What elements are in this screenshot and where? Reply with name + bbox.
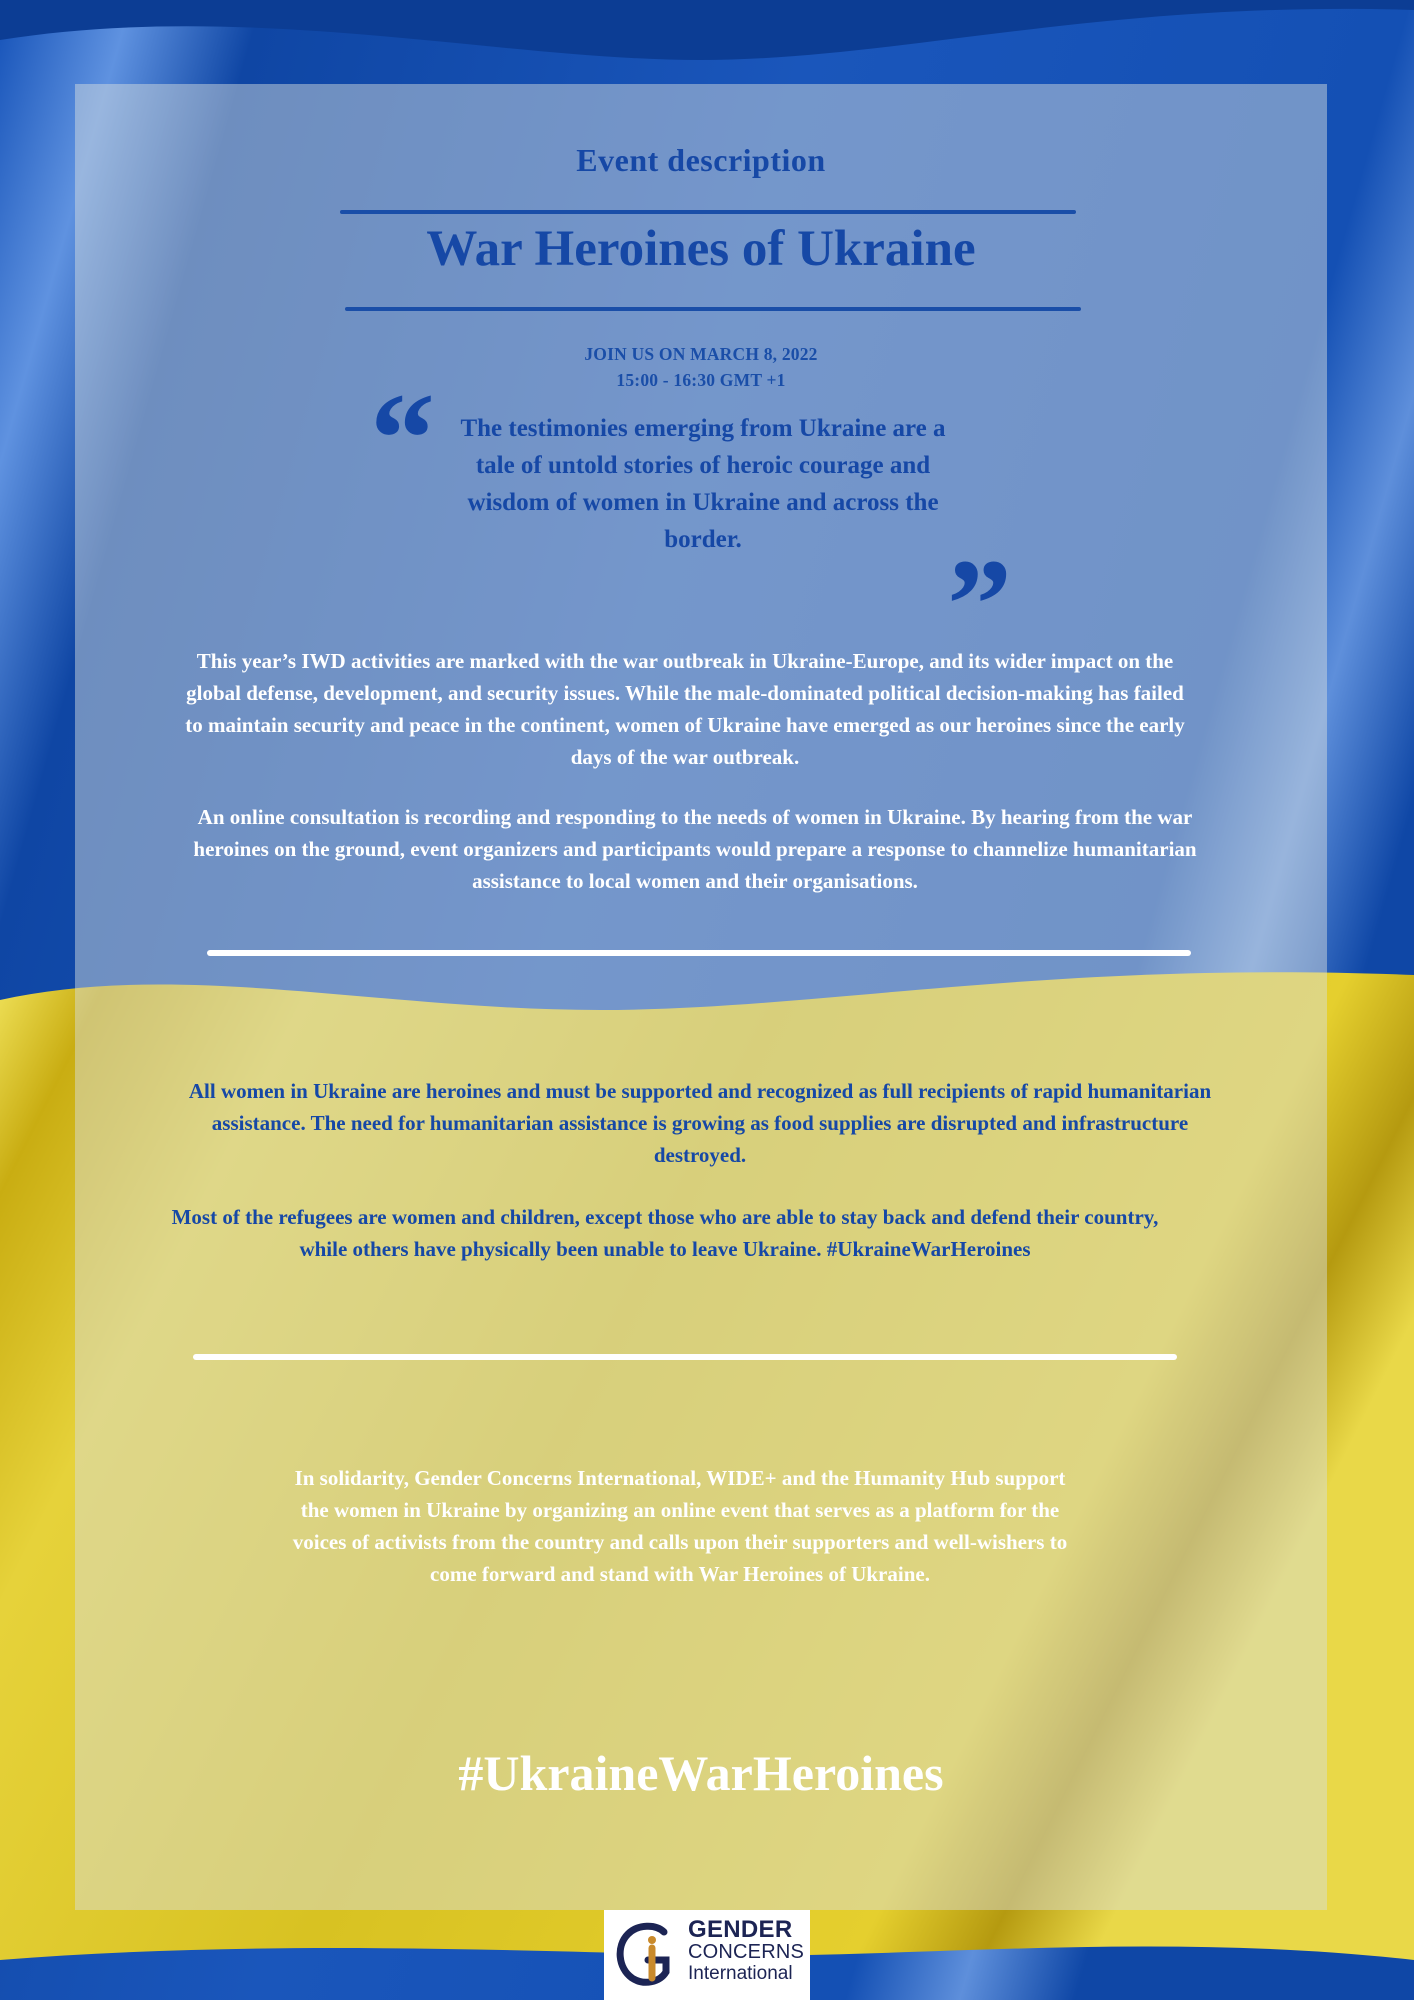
logo-line-1: GENDER <box>688 1916 793 1943</box>
gender-concerns-logo <box>604 1910 810 2000</box>
quote-text: The testimonies emerging from Ukraine are a tale of untold stories of heroic courage and wisdom of women in Ukraine and across the border. <box>460 415 946 553</box>
body-paragraph-2: An online consultation is recording and responding to the needs of women in Ukraine. By hearing from the war heroines on the ground, event organizers and participants would prepare a response to channelize humanitarian assistance to local women and their organisations. <box>193 805 1197 893</box>
title-top-divider <box>340 210 1076 214</box>
close-quote-icon: ” <box>947 533 1012 677</box>
gci-monogram-icon <box>612 1918 684 1992</box>
body-paragraph-1: This year’s IWD activities are marked with the war outbreak in Ukraine-Europe, and its wider impact on the global defense, development, and security issues. While the male-dominated political decision-making has failed to maintain security and peace in the continent, women of Ukraine have emerged as our heroines since the early days of the war outbreak. <box>185 649 1185 769</box>
event-date: JOIN US ON MARCH 8, 2022 <box>584 344 818 364</box>
body-paragraph-4: Most of the refugees are women and children, except those who are able to stay back and defend their country, while others have physically been unable to leave Ukraine. #UkraineWarHeroines <box>171 1205 1159 1261</box>
body-paragraph-5: In solidarity, Gender Concerns International, WIDE+ and the Humanity Hub support the women in Ukraine by organizing an online event that serves as a platform for the voices of activists from the country and calls upon their supporters and well-wishers to come forward and stand with War Heroines of Ukraine. <box>292 1466 1068 1586</box>
event-description-panel <box>75 84 1327 1910</box>
logo-line-2: CONCERNS <box>688 1941 805 1963</box>
page-title: War Heroines of Ukraine <box>426 221 976 277</box>
body-paragraph-3: All women in Ukraine are heroines and must be supported and recognized as full recipients of rapid humanitarian assistance. The need for humanitarian assistance is growing as food supplies are disrupted and infrastructure destroyed. <box>188 1079 1212 1167</box>
open-quote-icon: “ <box>370 367 435 511</box>
section-divider-1 <box>207 950 1191 956</box>
title-bottom-divider <box>345 307 1081 311</box>
section-divider-2 <box>193 1354 1177 1360</box>
section-label: Event description <box>576 142 826 178</box>
event-time: 15:00 - 16:30 GMT +1 <box>616 370 786 390</box>
logo-line-3: International <box>688 1963 793 1984</box>
hashtag: #UkraineWarHeroines <box>458 1745 944 1801</box>
